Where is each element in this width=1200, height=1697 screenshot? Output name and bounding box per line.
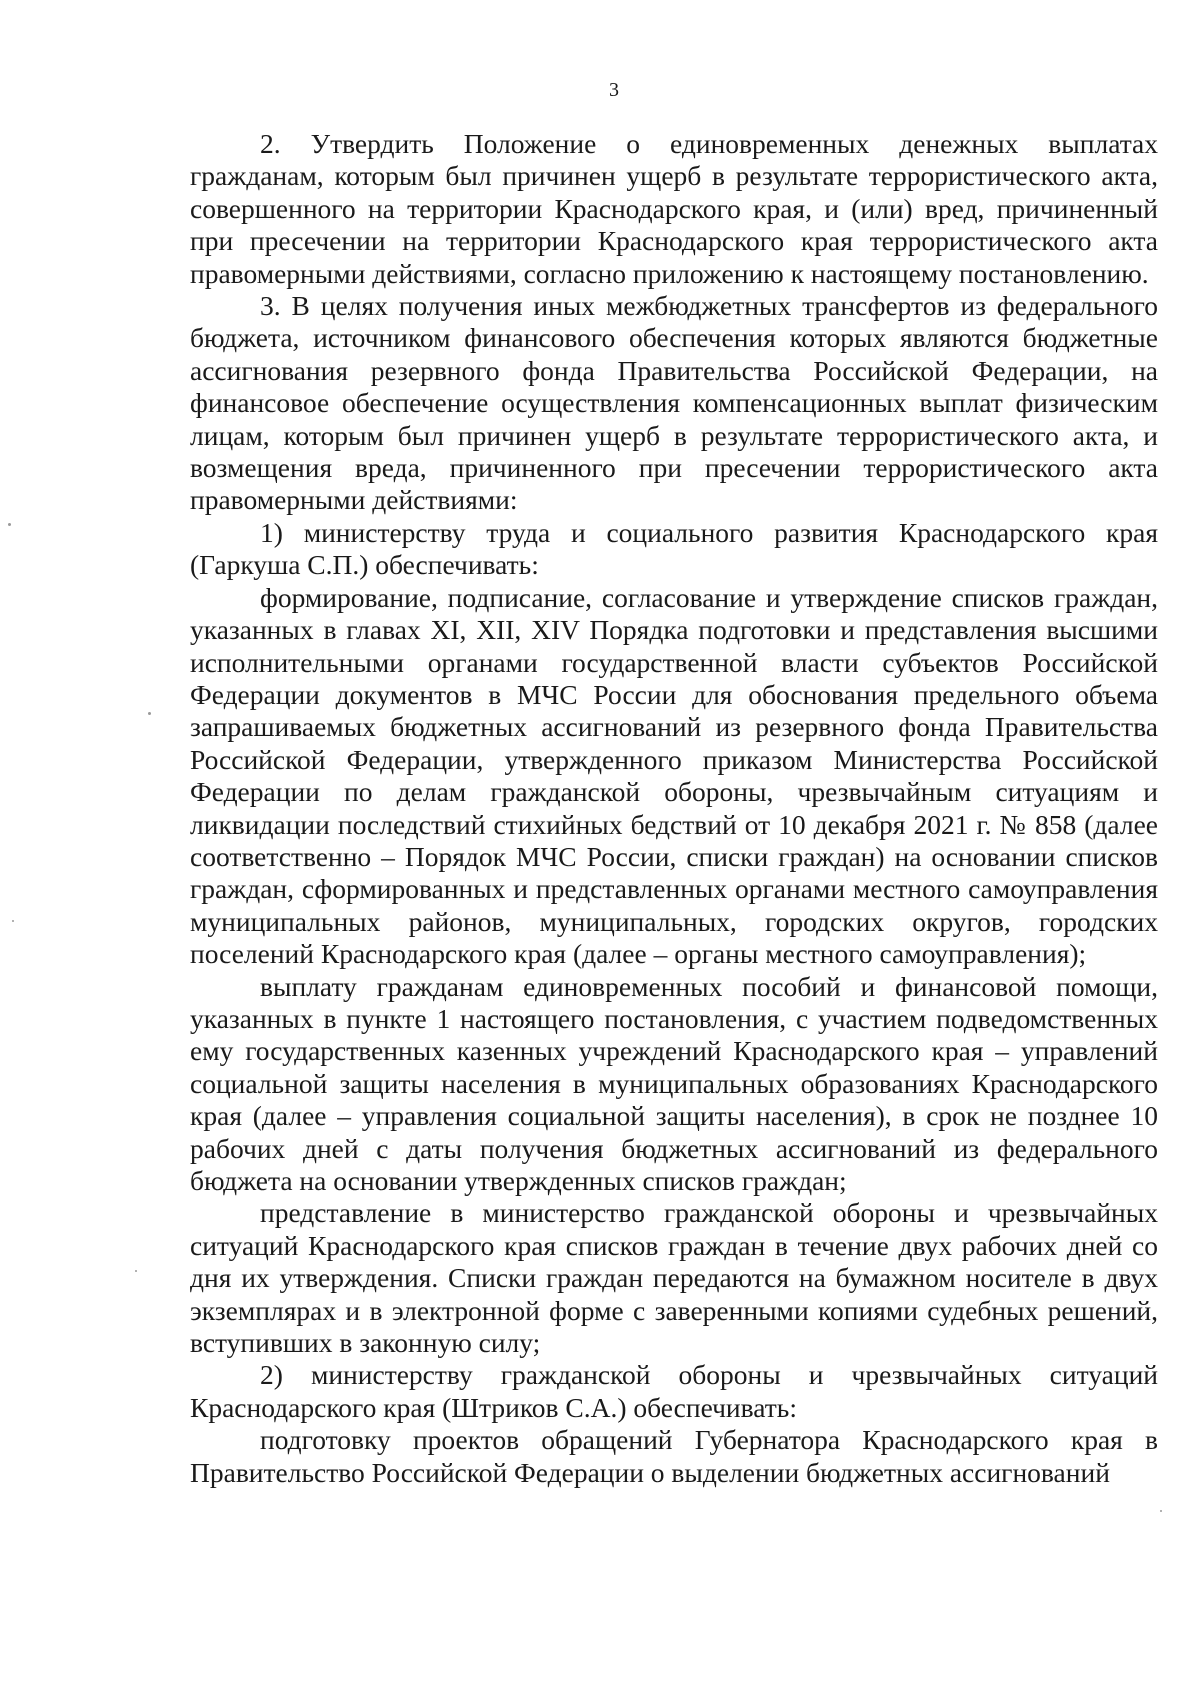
paragraph-submission-of-lists: представление в министерство гражданской обороны и чрезвычайных ситуаций Краснодарского края списков граждан в течение двух рабочих дней со дня их утверждения. Списки граждан передаются на бумажном носителе в двух экземплярах и в электронной форме с заверенными копиями судебных решений, вступивших в законную силу; xyxy=(190,1197,1158,1359)
scan-speck xyxy=(135,1270,137,1272)
document-body xyxy=(190,128,1158,1489)
paragraph-subitem-1-labor-ministry: 1) министерству труда и социального развития Краснодарского края (Гаркуша С.П.) обеспечивать: xyxy=(190,516,1158,581)
paragraph-subitem-2-civil-defense-ministry: 2) министерству гражданской обороны и чрезвычайных ситуаций Краснодарского края (Штриков С.А.) обеспечивать: xyxy=(190,1359,1158,1423)
scan-speck xyxy=(12,920,14,922)
paragraph-item-3-budget-transfers: 3. В целях получения иных межбюджетных трансфертов из федерального бюджета, источником финансового обеспечения которых являются бюджетные ассигнования резервного фонда Правительства Российской Федерации, на финансовое обеспечение осуществления компенсационных выплат физическим лицам, которым был причинен ущерб в результате террористического акта, и возмещения вреда, причиненного при пресечении террористического акта правомерными действиями: xyxy=(190,290,1158,516)
scan-speck xyxy=(8,523,11,526)
paragraph-governor-appeals: подготовку проектов обращений Губернатора Краснодарского края в Правительство Российской Федерации о выделении бюджетных ассигнований xyxy=(190,1424,1158,1488)
scan-speck xyxy=(1160,1510,1162,1512)
paragraph-payments: выплату гражданам единовременных пособий и финансовой помощи, указанных в пункте 1 настоящего постановления, с участием подведомственных ему государственных казенных учреждений Краснодарского края – управлений социальной защиты населения в муниципальных образованиях Краснодарского края (далее – управления социальной защиты населения), в срок не позднее 10 рабочих дней с даты получения бюджетных ассигнований из федерального бюджета на основании утвержденных списков граждан; xyxy=(190,970,1158,1196)
page-number: 3 xyxy=(609,79,619,101)
paragraph-forming-lists: формирование, подписание, согласование и утверждение списков граждан, указанных в главах XI, XII, XIV Порядка подготовки и представления высшими исполнительными органами государственной власти субъектов Российской Федерации документов в МЧС России для обоснования предельного объема запрашиваемых бюджетных ассигнований из резервного фонда Правительства Российской Федерации, утвержденного приказом Министерства Российской Федерации по делам гражданской обороны, чрезвычайным ситуациям и ликвидации последствий стихийных бедствий от 10 декабря 2021 г. № 858 (далее соответственно – Порядок МЧС России, списки граждан) на основании списков граждан, сформированных и представленных органами местного самоуправления муниципальных районов, муниципальных, городских округов, городских поселений Краснодарского края (далее – органы местного самоуправления); xyxy=(190,581,1158,970)
paragraph-item-2-approve-regulation: 2. Утвердить Положение о единовременных денежных выплатах гражданам, которым был причинен ущерб в результате террористического акта, совершенного на территории Краснодарского края, и (или) вред, причиненный при пресечении на территории Краснодарского края террористического акта правомерными действиями, согласно приложению к настоящему постановлению. xyxy=(190,128,1158,289)
scan-speck xyxy=(148,712,151,715)
